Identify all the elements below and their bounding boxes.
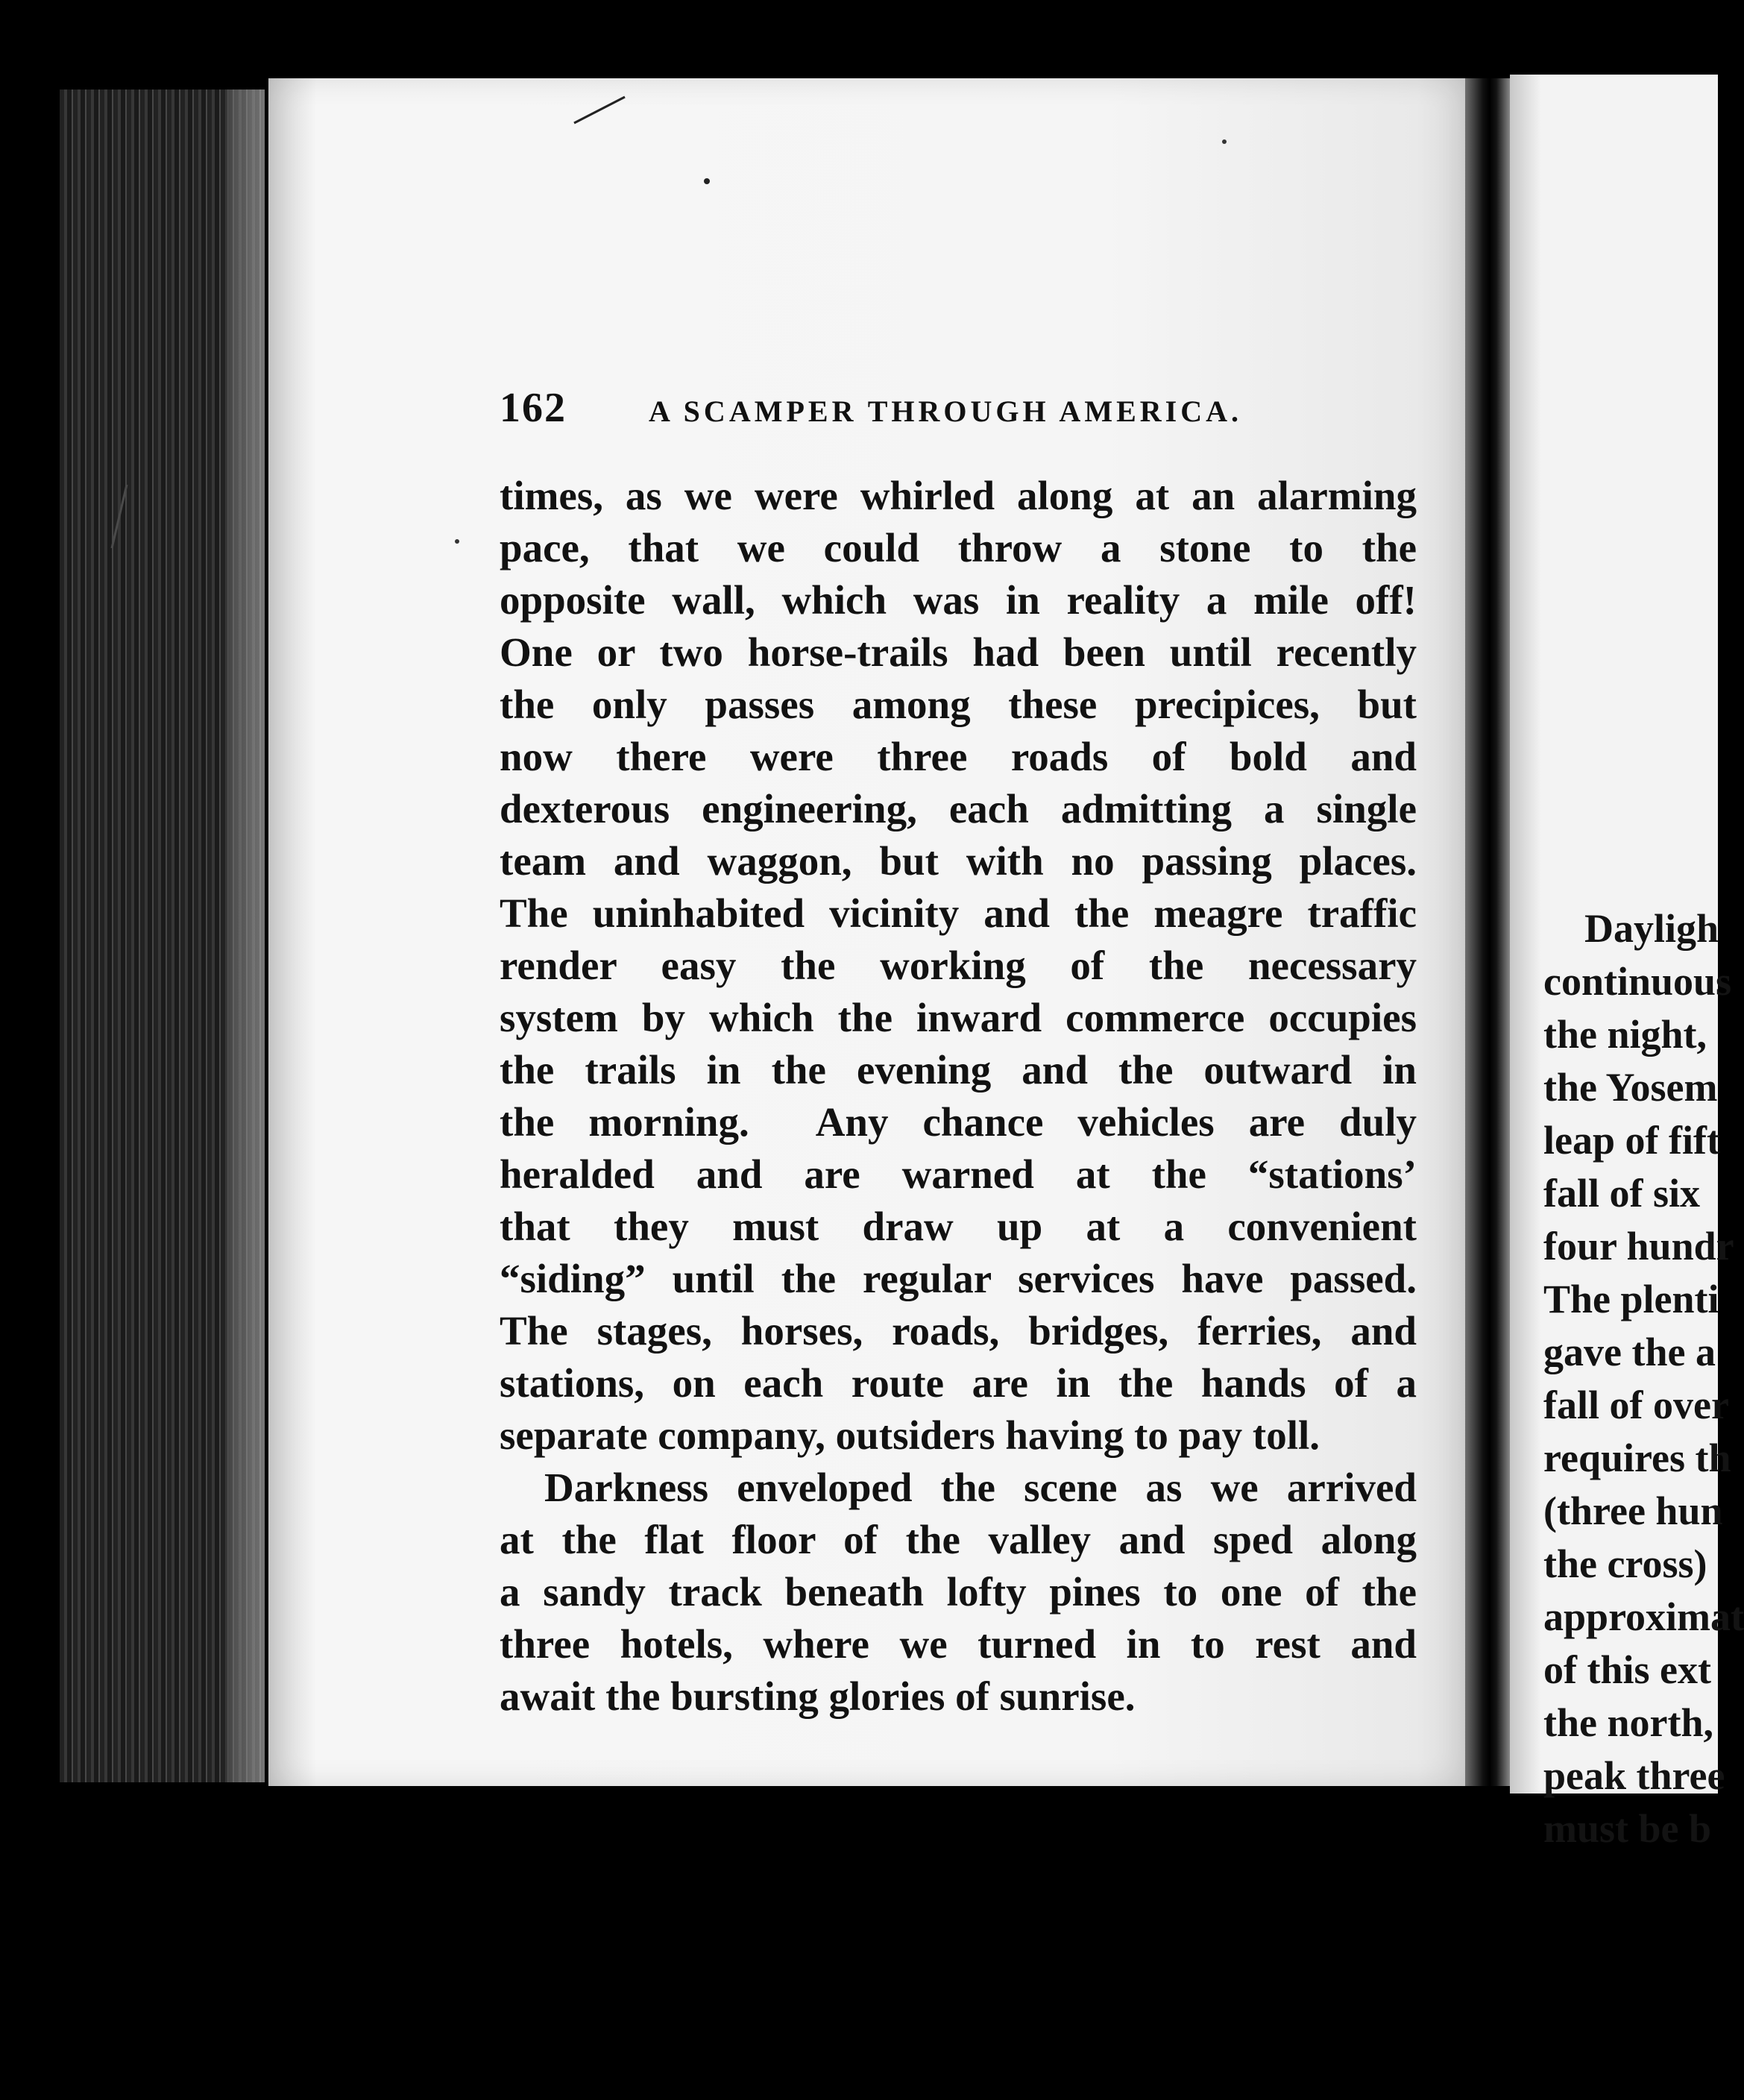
- text-line: that they must draw up at a convenient: [500, 1204, 1417, 1249]
- text-line: The stages, horses, roads, bridges, ferries, and: [500, 1308, 1417, 1354]
- right-text-line: four hundr: [1543, 1224, 1734, 1269]
- text-line: heralded and are warned at the “stations’: [500, 1151, 1417, 1197]
- text-line: three hotels, where we turned in to rest and: [500, 1621, 1417, 1667]
- right-text-line: The plenti: [1543, 1277, 1719, 1321]
- page-header: [500, 384, 1558, 436]
- right-text-line: (three hun: [1543, 1488, 1723, 1533]
- text-line: pace, that we could throw a stone to the: [500, 525, 1417, 570]
- text-line: now there were three roads of bold and: [500, 734, 1417, 779]
- right-page: [1510, 75, 1744, 1851]
- text-line: render easy the working of the necessary: [500, 943, 1417, 988]
- text-line: separate company, outsiders having to pay toll.: [500, 1412, 1320, 1458]
- text-line: One or two horse-trails had been until recently: [500, 629, 1417, 675]
- right-text-line: fall of six: [1543, 1171, 1700, 1216]
- text-line: the trails in the evening and the outward in: [500, 1047, 1417, 1093]
- left-page: [268, 78, 1465, 1786]
- text-line: a sandy track beneath lofty pines to one of the: [500, 1569, 1417, 1615]
- body-text: [500, 470, 1417, 1723]
- right-text-line: the cross): [1543, 1541, 1707, 1586]
- text-line: “siding” until the regular services have passed.: [500, 1256, 1417, 1301]
- right-text-line: leap of fift: [1543, 1118, 1720, 1163]
- text-line: stations, on each route are in the hands of a: [500, 1360, 1417, 1406]
- page-number: 162: [500, 385, 567, 431]
- text-line: the only passes among these precipices, but: [500, 682, 1417, 727]
- right-text-line: must be b: [1543, 1806, 1712, 1851]
- right-text-line: peak three: [1543, 1753, 1725, 1798]
- text-line: dexterous engineering, each admitting a single: [500, 786, 1417, 831]
- text-line: The uninhabited vicinity and the meagre traffic: [500, 890, 1417, 936]
- page-edges: [60, 89, 265, 1782]
- text-line: system by which the inward commerce occupies: [500, 995, 1417, 1040]
- right-text-line: gave the a: [1543, 1330, 1716, 1374]
- book-gutter: [1465, 78, 1510, 1786]
- right-text-line: Dayligh: [1584, 906, 1719, 951]
- running-head: A SCAMPER THROUGH AMERICA.: [649, 394, 1242, 428]
- right-page-text: [1543, 902, 1744, 1855]
- text-line: the morning. Any chance vehicles are duly: [500, 1099, 1417, 1145]
- right-text-line: the night,: [1543, 1012, 1707, 1057]
- text-line: at the flat floor of the valley and sped along: [500, 1517, 1417, 1562]
- right-text-line: approximat: [1543, 1594, 1744, 1639]
- right-text-line: the north,: [1543, 1700, 1713, 1745]
- right-text-line: the Yosem: [1543, 1065, 1718, 1110]
- text-line: team and waggon, but with no passing places.: [500, 838, 1417, 884]
- text-line: await the bursting glories of sunrise.: [500, 1673, 1136, 1719]
- text-line-indented: Darkness enveloped the scene as we arrived: [544, 1465, 1417, 1510]
- right-text-line: continuous: [1543, 959, 1732, 1004]
- text-line: opposite wall, which was in reality a mile off!: [500, 577, 1417, 623]
- right-text-line: requires th: [1543, 1436, 1731, 1480]
- right-text-line: of this ext: [1543, 1647, 1711, 1692]
- right-text-line: fall of over: [1543, 1383, 1729, 1427]
- text-line: times, as we were whirled along at an alarming: [500, 473, 1417, 518]
